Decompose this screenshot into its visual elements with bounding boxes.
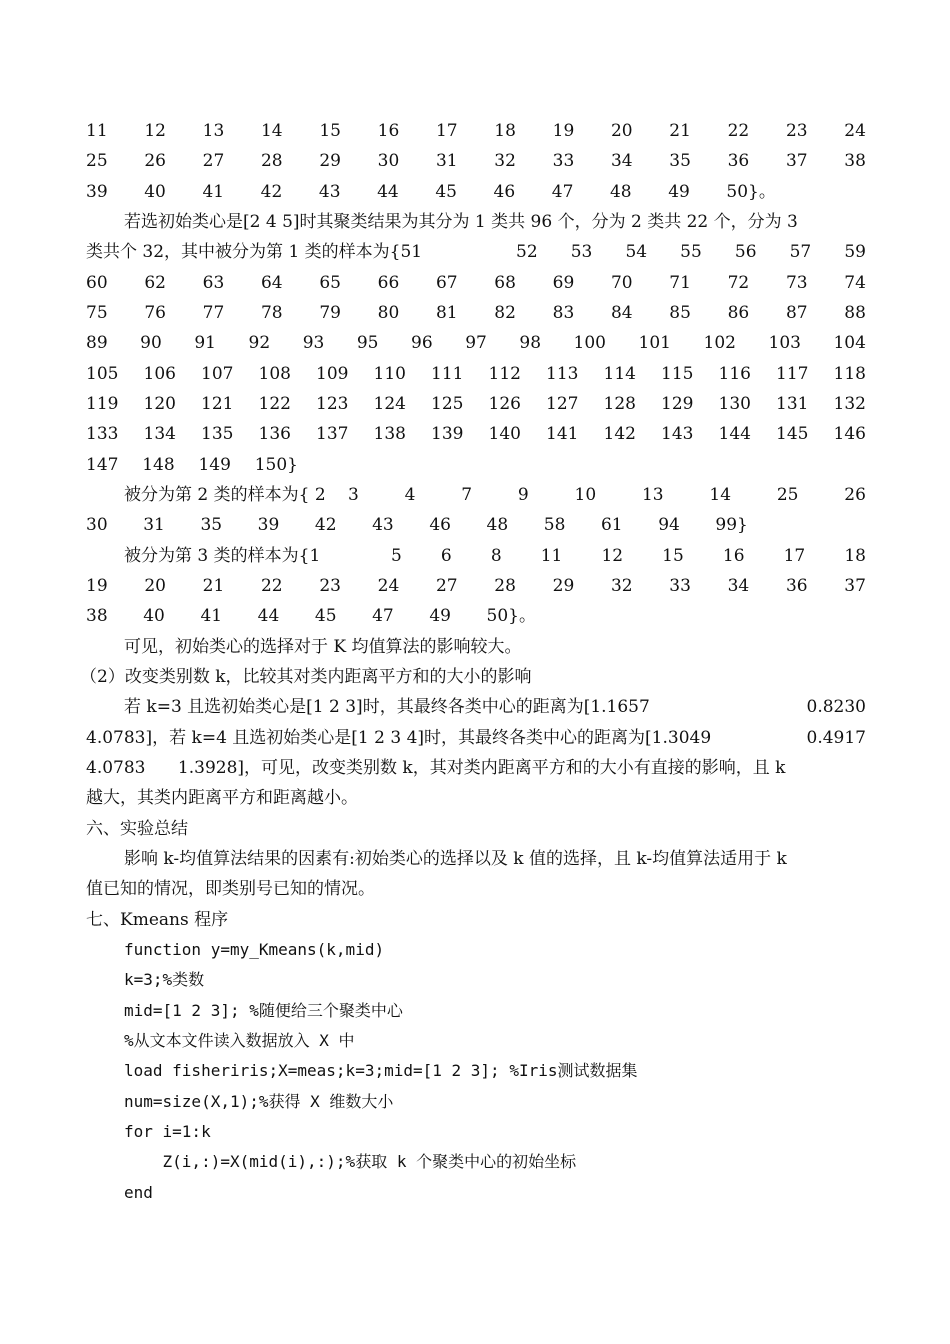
sample-number: 34 xyxy=(727,576,750,596)
sample-number: 22 xyxy=(727,121,750,141)
sample-number: 105 xyxy=(86,364,119,384)
sample-number: 15 xyxy=(319,121,341,141)
sample-number: 35 xyxy=(200,515,223,535)
number-row xyxy=(86,298,866,328)
sample-number: 106 xyxy=(143,364,176,384)
sample-number: 145 xyxy=(776,424,809,444)
sample-number: 85 xyxy=(669,303,691,323)
number-row xyxy=(86,268,866,298)
code-line: for i=1:k xyxy=(124,1122,211,1141)
sample-number: 101 xyxy=(638,333,671,353)
sample-number: 103 xyxy=(768,333,801,353)
sample-number: 18 xyxy=(494,121,516,141)
sample-number: 50}。 xyxy=(486,606,536,626)
sample-number: 38 xyxy=(86,606,108,626)
number-row xyxy=(86,328,866,358)
sample-number: 72 xyxy=(727,273,750,293)
sample-number: 94 xyxy=(658,515,680,535)
sample-number: 58 xyxy=(543,515,566,535)
paragraph-line: 值已知的情况，即类别号已知的情况。 xyxy=(86,879,375,899)
sample-number: 24 xyxy=(844,121,866,141)
sample-number: 140 xyxy=(488,424,521,444)
paragraph-text: 若 k=3 且选初始类心是[1 2 3]时，其最终各类中心的距离为[1.1657 xyxy=(124,697,650,717)
sample-number: 41 xyxy=(202,182,225,202)
sample-number: 75 xyxy=(86,303,108,323)
paragraph-line xyxy=(86,480,866,510)
sample-number: 78 xyxy=(260,303,283,323)
sample-number: 19 xyxy=(86,576,108,596)
sample-number: 110 xyxy=(373,364,406,384)
sample-number: 104 xyxy=(833,333,866,353)
sample-number: 67 xyxy=(435,273,458,293)
paragraph-text: 被分为第 3 类的样本为{1 xyxy=(124,546,321,566)
sample-number: 17 xyxy=(435,121,458,141)
sample-number: 129 xyxy=(661,394,694,414)
sample-number: 83 xyxy=(552,303,575,323)
sample-number: 55 xyxy=(680,242,702,262)
sample-number: 21 xyxy=(202,576,225,596)
sample-number: 16 xyxy=(377,121,400,141)
sample-number: 107 xyxy=(201,364,234,384)
paragraph-text: 4.0783]，若 k=4 且选初始类心是[1 2 3 4]时，其最终各类中心的距离为[1.3049 xyxy=(86,728,712,748)
sample-number: 40 xyxy=(143,606,165,626)
sample-number: 133 xyxy=(86,424,119,444)
number-group xyxy=(516,237,866,267)
number-row xyxy=(86,177,776,207)
sample-number: 47 xyxy=(372,606,394,626)
sample-number: 13 xyxy=(202,121,225,141)
sample-number: 97 xyxy=(465,333,487,353)
sample-number: 137 xyxy=(316,424,349,444)
sample-number: 5 xyxy=(391,546,402,566)
sample-number: 111 xyxy=(431,364,464,384)
sample-number: 9 xyxy=(517,485,529,505)
sample-number: 65 xyxy=(319,273,341,293)
paragraph-text: 被分为第 2 类的样本为{ 2 xyxy=(124,485,326,505)
sample-number: 31 xyxy=(143,515,165,535)
paragraph-line xyxy=(86,692,866,722)
paragraph-line xyxy=(86,541,866,571)
sample-number: 100 xyxy=(573,333,606,353)
sample-number: 88 xyxy=(844,303,866,323)
sample-number: 77 xyxy=(202,303,225,323)
sample-number: 37 xyxy=(785,151,808,171)
sample-number: 11 xyxy=(540,546,563,566)
sample-number: 144 xyxy=(718,424,751,444)
paragraph-line xyxy=(86,237,866,267)
number-row xyxy=(86,450,298,480)
section-heading: 六、实验总结 xyxy=(86,819,188,839)
sample-number: 20 xyxy=(610,121,633,141)
paragraph-line: 可见，初始类心的选择对于 K 均值算法的影响较大。 xyxy=(124,637,522,657)
sample-number: 57 xyxy=(789,242,812,262)
sample-number: 22 xyxy=(260,576,283,596)
number-row xyxy=(86,146,866,176)
sample-number: 12 xyxy=(144,121,166,141)
sample-number: 95 xyxy=(356,333,379,353)
sample-number: 74 xyxy=(844,273,866,293)
number-group xyxy=(391,541,866,571)
sample-number: 149 xyxy=(198,455,231,475)
sample-number: 33 xyxy=(552,151,575,171)
sample-number: 32 xyxy=(610,576,633,596)
sample-number: 14 xyxy=(260,121,283,141)
sample-number: 18 xyxy=(844,546,866,566)
sample-number: 46 xyxy=(429,515,451,535)
number-row xyxy=(86,389,866,419)
sample-number: 12 xyxy=(601,546,624,566)
sample-number: 49 xyxy=(429,606,451,626)
section-heading: 七、Kmeans 程序 xyxy=(86,910,229,930)
sample-number: 44 xyxy=(377,182,399,202)
number-row xyxy=(86,601,536,631)
paragraph-text: 类共个 32，其中被分为第 1 类的样本为{51 xyxy=(86,242,423,262)
sample-number: 71 xyxy=(669,273,691,293)
sample-number: 54 xyxy=(625,242,648,262)
sample-number: 147 xyxy=(86,455,119,475)
sample-number: 8 xyxy=(490,546,502,566)
sample-number: 25 xyxy=(86,151,108,171)
sample-number: 63 xyxy=(202,273,225,293)
sample-number: 86 xyxy=(727,303,750,323)
sample-number: 114 xyxy=(603,364,636,384)
code-line: num=size(X,1);%获得 X 维数大小 xyxy=(124,1092,394,1111)
sample-number: 14 xyxy=(709,485,732,505)
sample-number: 80 xyxy=(377,303,400,323)
value-text: 0.8230 xyxy=(806,697,866,717)
sample-number: 43 xyxy=(372,515,394,535)
sample-number: 21 xyxy=(669,121,691,141)
sample-number: 35 xyxy=(669,151,691,171)
sample-number: 24 xyxy=(377,576,400,596)
sample-number: 26 xyxy=(844,485,866,505)
sample-number: 115 xyxy=(661,364,694,384)
sample-number: 19 xyxy=(552,121,575,141)
sample-number: 28 xyxy=(494,576,516,596)
sample-number: 49 xyxy=(668,182,690,202)
sample-number: 116 xyxy=(718,364,751,384)
sample-number: 150} xyxy=(254,455,298,475)
sample-number: 28 xyxy=(260,151,283,171)
sample-number: 119 xyxy=(86,394,119,414)
sample-number: 32 xyxy=(494,151,516,171)
sample-number: 89 xyxy=(86,333,108,353)
sample-number: 3 xyxy=(348,485,359,505)
paragraph-line: 4.0783 1.3928]，可见，改变类别数 k，其对类内距离平方和的大小有直接的影响，且 k xyxy=(86,758,786,778)
sample-number: 4 xyxy=(404,485,416,505)
sample-number: 26 xyxy=(144,151,166,171)
sample-number: 81 xyxy=(435,303,458,323)
sample-number: 40 xyxy=(144,182,166,202)
code-line: k=3;%类数 xyxy=(124,970,205,989)
sample-number: 102 xyxy=(703,333,736,353)
sample-number: 16 xyxy=(722,546,745,566)
sample-number: 122 xyxy=(258,394,291,414)
sample-number: 124 xyxy=(373,394,406,414)
sample-number: 56 xyxy=(734,242,757,262)
number-row xyxy=(86,419,866,449)
sample-number: 142 xyxy=(603,424,636,444)
sample-number: 148 xyxy=(142,455,175,475)
code-line: Z(i,:)=X(mid(i),:);%获取 k 个聚类中心的初始坐标 xyxy=(124,1152,577,1171)
sample-number: 29 xyxy=(552,576,575,596)
sample-number: 11 xyxy=(86,121,108,141)
sample-number: 136 xyxy=(258,424,291,444)
sample-number: 99} xyxy=(715,515,748,535)
code-line: function y=my_Kmeans(k,mid) xyxy=(124,940,385,959)
sample-number: 38 xyxy=(844,151,866,171)
sample-number: 36 xyxy=(785,576,808,596)
sample-number: 125 xyxy=(431,394,464,414)
paragraph-line: 越大，其类内距离平方和距离越小。 xyxy=(86,788,358,808)
number-row xyxy=(86,359,866,389)
sample-number: 84 xyxy=(610,303,633,323)
paragraph-line: 若选初始类心是[2 4 5]时其聚类结果为其分为 1 类共 96 个，分为 2 类共 22 个，分为 3 xyxy=(124,212,798,232)
sample-number: 30 xyxy=(86,515,108,535)
sample-number: 37 xyxy=(844,576,866,596)
sample-number: 96 xyxy=(411,333,433,353)
sample-number: 91 xyxy=(194,333,216,353)
number-row xyxy=(86,116,866,146)
sample-number: 143 xyxy=(661,424,694,444)
sample-number: 46 xyxy=(493,182,516,202)
sample-number: 50}。 xyxy=(726,182,776,202)
sample-number: 62 xyxy=(144,273,166,293)
sample-number: 117 xyxy=(776,364,809,384)
sample-number: 87 xyxy=(785,303,808,323)
sample-number: 138 xyxy=(373,424,406,444)
sample-number: 27 xyxy=(202,151,225,171)
sample-number: 29 xyxy=(319,151,341,171)
sample-number: 45 xyxy=(314,606,337,626)
sample-number: 93 xyxy=(302,333,325,353)
sample-number: 126 xyxy=(488,394,521,414)
sample-number: 6 xyxy=(440,546,452,566)
sample-number: 7 xyxy=(461,485,473,505)
sample-number: 130 xyxy=(718,394,751,414)
sample-number: 48 xyxy=(486,515,509,535)
sample-number: 128 xyxy=(603,394,636,414)
sample-number: 98 xyxy=(519,333,542,353)
sample-number: 109 xyxy=(316,364,349,384)
code-line: mid=[1 2 3]; %随便给三个聚类中心 xyxy=(124,1001,403,1020)
sample-number: 41 xyxy=(200,606,223,626)
sample-number: 123 xyxy=(316,394,349,414)
sample-number: 15 xyxy=(662,546,684,566)
sample-number: 73 xyxy=(785,273,808,293)
sample-number: 33 xyxy=(669,576,691,596)
sample-number: 59 xyxy=(844,242,866,262)
paragraph-line: 影响 k-均值算法结果的因素有:初始类心的选择以及 k 值的选择，且 k-均值算法适用于 k xyxy=(124,849,787,869)
sample-number: 39 xyxy=(86,182,108,202)
code-line: load fisheriris;X=meas;k=3;mid=[1 2 3]; %Iris测试数据集 xyxy=(124,1061,638,1080)
sample-number: 90 xyxy=(140,333,162,353)
sample-number: 39 xyxy=(257,515,280,535)
sample-number: 68 xyxy=(494,273,516,293)
sample-number: 127 xyxy=(546,394,579,414)
sample-number: 132 xyxy=(833,394,866,414)
sample-number: 131 xyxy=(776,394,809,414)
sample-number: 10 xyxy=(574,485,597,505)
sample-number: 92 xyxy=(248,333,271,353)
sample-number: 43 xyxy=(318,182,341,202)
sample-number: 36 xyxy=(727,151,750,171)
sample-number: 70 xyxy=(610,273,633,293)
sample-number: 25 xyxy=(776,485,799,505)
sample-number: 146 xyxy=(833,424,866,444)
code-line: end xyxy=(124,1183,153,1202)
sample-number: 69 xyxy=(552,273,575,293)
sample-number: 42 xyxy=(314,515,337,535)
sample-number: 118 xyxy=(833,364,866,384)
value-text: 0.4917 xyxy=(806,728,866,748)
number-row xyxy=(86,571,866,601)
sample-number: 82 xyxy=(494,303,516,323)
sample-number: 47 xyxy=(551,182,574,202)
number-group xyxy=(348,480,866,510)
sample-number: 44 xyxy=(257,606,280,626)
sample-number: 61 xyxy=(600,515,623,535)
sample-number: 112 xyxy=(488,364,521,384)
sample-number: 34 xyxy=(610,151,633,171)
sample-number: 53 xyxy=(570,242,593,262)
sample-number: 120 xyxy=(143,394,176,414)
sample-number: 30 xyxy=(377,151,400,171)
sample-number: 13 xyxy=(641,485,664,505)
sample-number: 27 xyxy=(435,576,458,596)
sample-number: 45 xyxy=(435,182,457,202)
sample-number: 79 xyxy=(319,303,341,323)
number-row xyxy=(86,510,748,540)
sample-number: 52 xyxy=(516,242,538,262)
paragraph-line xyxy=(86,723,866,753)
sample-number: 76 xyxy=(144,303,166,323)
sample-number: 31 xyxy=(435,151,458,171)
section-heading: （2）改变类别数 k，比较其对类内距离平方和的大小的影响 xyxy=(80,667,532,687)
code-line: %从文本文件读入数据放入 X 中 xyxy=(124,1031,355,1050)
sample-number: 23 xyxy=(319,576,341,596)
sample-number: 64 xyxy=(260,273,283,293)
sample-number: 60 xyxy=(86,273,108,293)
sample-number: 66 xyxy=(377,273,400,293)
sample-number: 121 xyxy=(201,394,234,414)
sample-number: 108 xyxy=(258,364,291,384)
sample-number: 20 xyxy=(144,576,166,596)
sample-number: 135 xyxy=(201,424,234,444)
sample-number: 139 xyxy=(431,424,464,444)
sample-number: 48 xyxy=(609,182,632,202)
sample-number: 42 xyxy=(260,182,283,202)
sample-number: 141 xyxy=(546,424,579,444)
sample-number: 134 xyxy=(143,424,176,444)
sample-number: 23 xyxy=(785,121,808,141)
sample-number: 113 xyxy=(546,364,579,384)
sample-number: 17 xyxy=(783,546,806,566)
